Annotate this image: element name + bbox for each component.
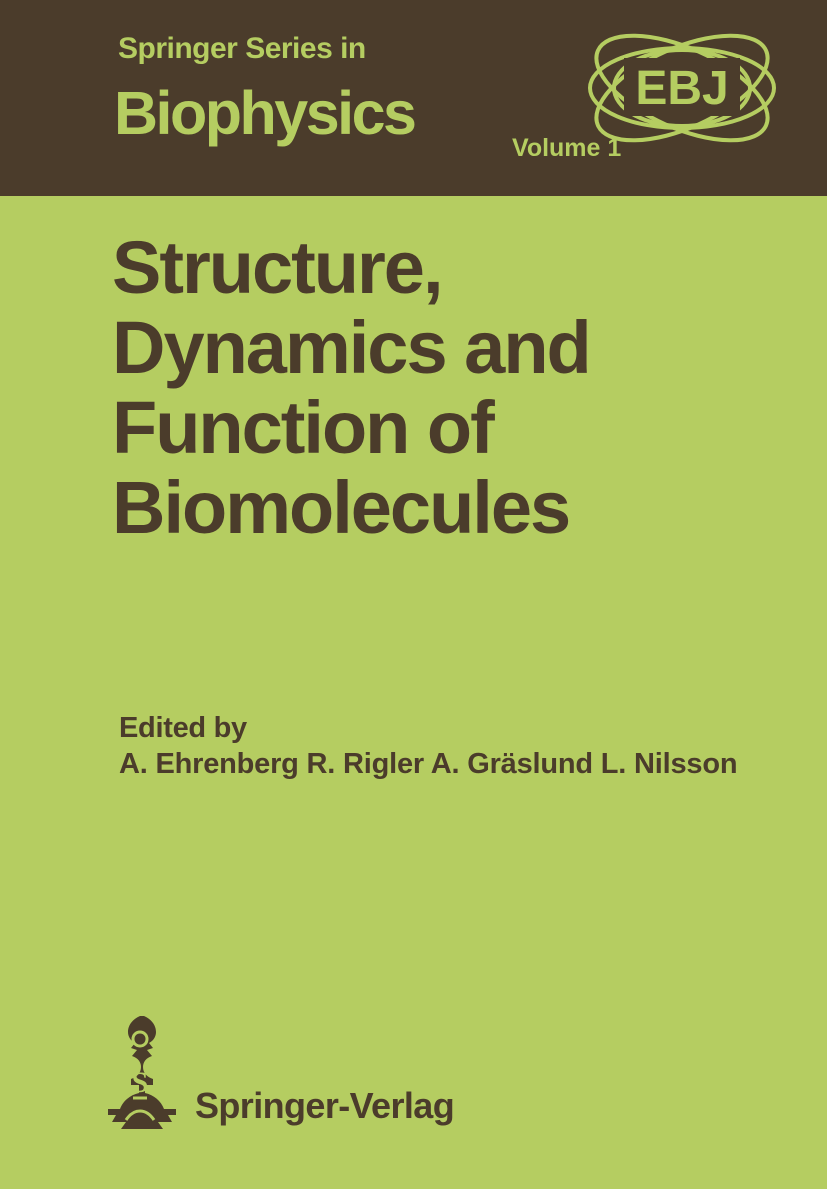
volume-label: Volume 1: [512, 134, 622, 162]
springer-knight-logo-icon: [95, 1012, 185, 1142]
title-line-2: Dynamics and: [112, 306, 590, 389]
publisher-name: Springer-Verlag: [195, 1085, 455, 1126]
page-title: [112, 228, 712, 548]
edited-by-label: Edited by: [119, 712, 247, 744]
ebj-logo-text: EBJ: [635, 62, 729, 115]
publisher-block: [95, 1012, 455, 1142]
series-name: Biophysics: [114, 79, 415, 147]
title-line-3: Function of: [112, 386, 493, 469]
series-line: Springer Series in: [118, 32, 366, 65]
svg-text:S: S: [131, 1066, 149, 1099]
editors-list: A. Ehrenberg R. Rigler A. Gräslund L. Nilsson: [119, 748, 738, 780]
band-divider: [0, 196, 827, 203]
ebj-journal-logo-icon: [578, 24, 786, 152]
title-line-1: Structure,: [112, 226, 442, 309]
title-line-4: Biomolecules: [112, 466, 570, 549]
